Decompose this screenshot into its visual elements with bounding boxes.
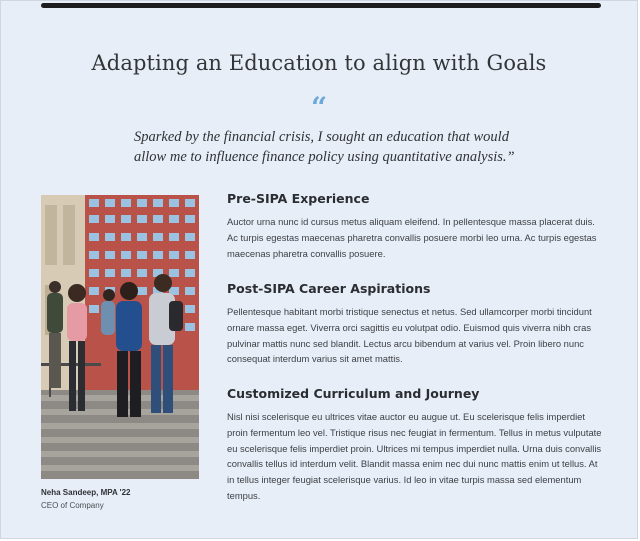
section-curriculum [227, 386, 603, 504]
quote-mark-icon: “ [310, 91, 328, 124]
section-body: Pellentesque habitant morbi tristique senectus et netus. Sed ullamcorper morbi tincidunt ornare massa eget. Viverra orci sagittis eu volutpat odio. Euismod quis viverra nibh cras pulvinar mattis nunc sed blandit. Lectus arcu bibendum at varius vel. Proin libero nunc consequat interdum varius sit amet mattis. [227, 306, 592, 365]
section-body: Auctor urna nunc id cursus metus aliquam eleifend. In pellentesque massa placerat duis. Ac turpis egestas maecenas pharetra convallis posuere morbi leo urna. Ac turpis egestas maecenas pharetra convallis posuere. [227, 216, 597, 259]
section-body: Nisl nisi scelerisque eu ultrices vitae auctor eu augue ut. Eu scelerisque felis imperdiet proin fermentum leo vel. Tristique risus nec feugiat in fermentum. Tellus in metus vulputate eu scelerisque felis imperdiet proin. Ultrices mi tempus imperdiet nulla. Urna duis convallis convallis tellus id interdum velit. Blandit massa enim nec dui nunc mattis enim ut tellus. At in tellus integer feugiat scelerisque varius. Id leo in vitae turpis massa sed elementum tempus. [227, 411, 602, 501]
section-heading: Pre-SIPA Experience [227, 191, 370, 206]
section-heading: Post-SIPA Career Aspirations [227, 281, 431, 296]
section-post-sipa [227, 281, 603, 367]
top-bar [41, 3, 601, 8]
profile-name: Neha Sandeep, MPA '22 [41, 488, 131, 497]
section-pre-sipa [227, 191, 603, 261]
section-heading: Customized Curriculum and Journey [227, 386, 480, 401]
pull-quote: Sparked by the financial crisis, I sought an education that would allow me to influence finance policy using quantitative analysis.” [134, 129, 515, 165]
profile-photo [41, 195, 199, 479]
profile-role: CEO of Company [41, 501, 104, 510]
page-title: Adapting an Education to align with Goals [91, 51, 547, 75]
